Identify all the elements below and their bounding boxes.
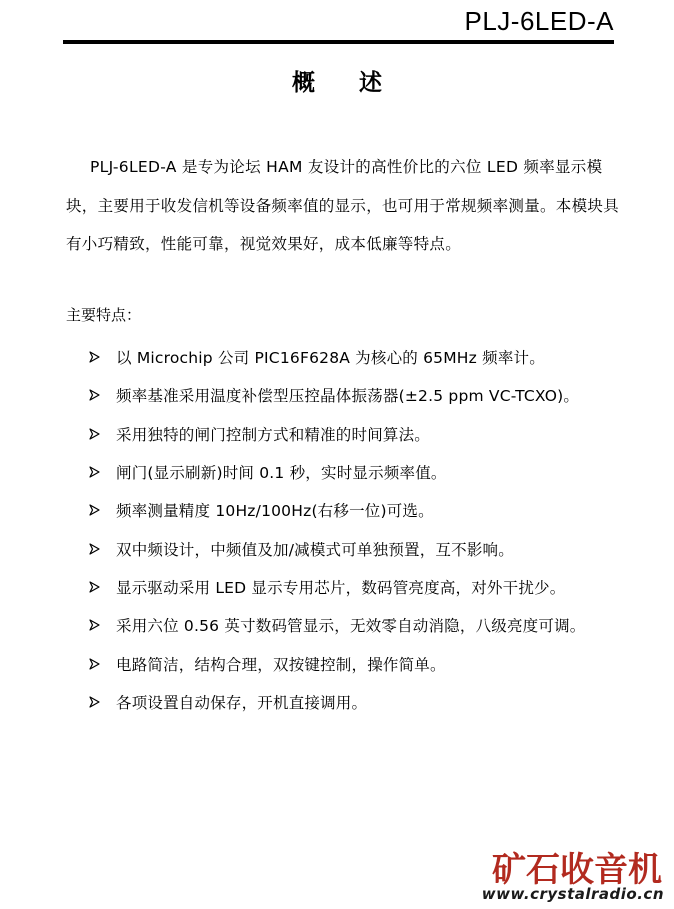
arrow-bullet-icon bbox=[88, 543, 100, 555]
feature-text: 采用独特的闸门控制方式和精准的时间算法。 bbox=[116, 425, 431, 444]
arrow-bullet-icon bbox=[88, 428, 100, 440]
list-item bbox=[88, 415, 585, 453]
list-item bbox=[88, 606, 585, 644]
arrow-bullet-icon bbox=[88, 351, 100, 363]
watermark-url: www.crystalradio.cn bbox=[481, 885, 664, 903]
arrow-bullet-icon bbox=[88, 581, 100, 593]
feature-text: 双中频设计，中频值及加/减模式可单独预置，互不影响。 bbox=[116, 540, 514, 559]
features-heading: 主要特点： bbox=[66, 306, 142, 324]
header-rule bbox=[63, 40, 614, 44]
features-list bbox=[88, 338, 585, 721]
feature-text: 以 Microchip 公司 PIC16F628A 为核心的 65MHz 频率计。 bbox=[116, 349, 545, 368]
list-item bbox=[88, 491, 585, 529]
list-item bbox=[88, 568, 585, 606]
list-item bbox=[88, 453, 585, 491]
feature-text: 显示驱动采用 LED 显示专用芯片，数码管亮度高，对外干扰少。 bbox=[116, 578, 566, 597]
page-title: 概述 bbox=[292, 70, 426, 96]
arrow-bullet-icon bbox=[88, 696, 100, 708]
list-item bbox=[88, 683, 585, 721]
intro-paragraph: PLJ-6LED-A 是专为论坛 HAM 友设计的高性价比的六位 LED 频率显示模块，主要用于收发信机等设备频率值的显示，也可用于常规频率测量。本模块具有小巧精致，性能可靠，视觉效果好，成本低廉等特点。 bbox=[66, 158, 620, 253]
list-item bbox=[88, 529, 585, 567]
arrow-bullet-icon bbox=[88, 619, 100, 631]
arrow-bullet-icon bbox=[88, 658, 100, 670]
list-item bbox=[88, 376, 585, 414]
arrow-bullet-icon bbox=[88, 504, 100, 516]
header-model-title: PLJ-6LED-A bbox=[464, 6, 614, 36]
feature-text: 各项设置自动保存，开机直接调用。 bbox=[116, 693, 368, 712]
list-item bbox=[88, 644, 585, 682]
feature-text: 采用六位 0.56 英寸数码管显示，无效零自动消隐，八级亮度可调。 bbox=[116, 617, 586, 636]
feature-text: 闸门(显示刷新)时间 0.1 秒，实时显示频率值。 bbox=[116, 464, 447, 483]
feature-text: 频率基准采用温度补偿型压控晶体振荡器(±2.5 ppm VC-TCXO)。 bbox=[116, 387, 580, 406]
feature-text: 频率测量精度 10Hz/100Hz(右移一位)可选。 bbox=[116, 502, 434, 521]
watermark-logo: 矿石收音机 bbox=[492, 850, 662, 890]
list-item bbox=[88, 338, 585, 376]
arrow-bullet-icon bbox=[88, 466, 100, 478]
feature-text: 电路简洁，结构合理，双按键控制，操作简单。 bbox=[116, 655, 446, 674]
arrow-bullet-icon bbox=[88, 389, 100, 401]
